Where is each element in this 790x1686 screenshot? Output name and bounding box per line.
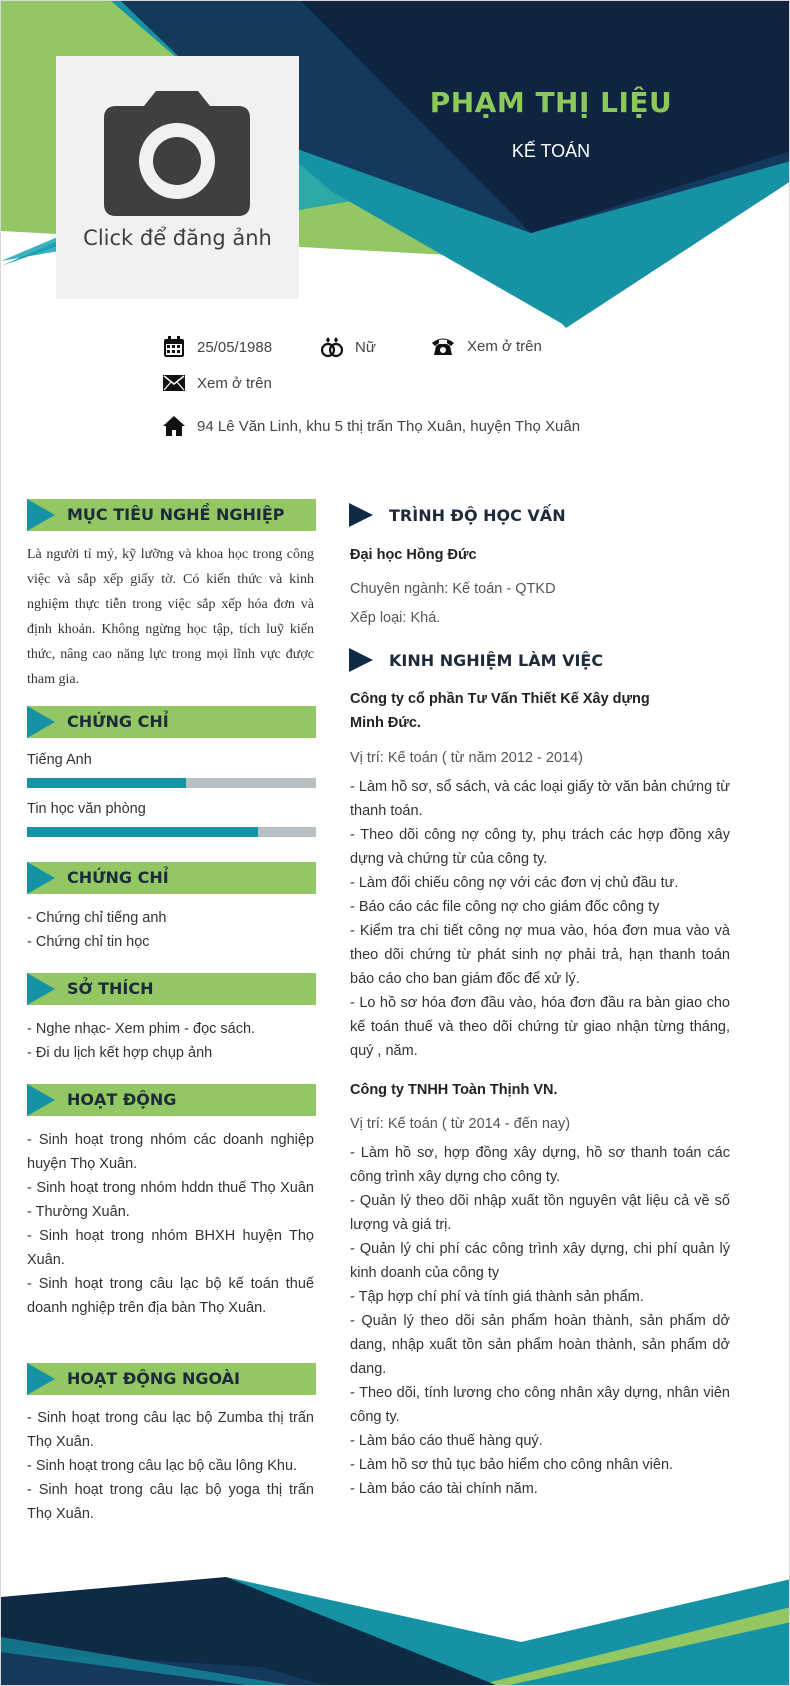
triangle-icon [27,706,55,738]
skill-bar-fill [27,778,186,788]
company-name [350,687,730,735]
contact-address [163,415,580,437]
home-icon [163,415,185,437]
contact-email [163,374,272,392]
footer-background [1,1557,790,1686]
triangle-icon [27,862,55,894]
education-grade: Xếp loại: Khá. [350,610,441,626]
rings-icon [321,336,343,358]
job-duties [350,1141,730,1501]
list-item: - Sinh hoạt trong nhóm hddn thuế Thọ Xuân - Thường Xuân. [27,1180,314,1220]
list-item: - Sinh hoạt trong câu lạc bộ yoga thị trấn Thọ Xuân. [27,1482,314,1522]
section-header-extra-activities [27,1363,316,1395]
list-item: - Đi du lịch kết hợp chụp ảnh [27,1045,213,1061]
email-value: Xem ở trên [197,374,272,392]
list-item: - Kiểm tra chi tiết công nợ mua vào, hóa đơn mua vào và theo dõi chứng từ phát sinh nợ phải trả, hạn thanh toán báo cáo cho ban giám đốc để xử lý. [350,923,730,987]
section-header-certificates [27,862,316,894]
address-value: 94 Lê Văn Linh, khu 5 thị trấn Thọ Xuân, huyện Thọ Xuân [197,417,581,435]
candidate-name: PHẠM THỊ LIỆU [429,86,673,119]
list-item: - Sinh hoạt trong câu lạc bộ cầu lông Khu. [27,1458,298,1474]
camera-icon [104,91,250,216]
list-item: - Nghe nhạc- Xem phim - đọc sách. [27,1021,256,1037]
activities-list [27,1128,314,1320]
company-name: Công ty TNHH Toàn Thịnh VN. [350,1082,558,1098]
list-item: - Báo cáo các file công nợ cho giám đốc công ty [350,899,660,915]
job-position: Vị trí: Kế toán ( từ năm 2012 - 2014) [350,750,583,766]
certificates-list [27,906,314,954]
envelope-icon [163,374,185,392]
triangle-icon [27,499,55,531]
skill-bar [27,827,316,837]
company-name-line: Công ty cổ phần Tư Vấn Thiết Kế Xây dựng [350,691,650,707]
list-item: - Làm hồ sơ, hợp đồng xây dựng, hồ sơ thanh toán các công trình xây dựng cho công ty. [350,1145,730,1185]
section-title: SỞ THÍCH [67,979,154,998]
section-header-skills [27,706,316,738]
hobbies-list [27,1017,314,1065]
list-item: - Theo dõi, tính lương cho công nhân xây dựng, nhân viên công ty. [350,1385,730,1425]
triangle-icon [349,500,375,530]
photo-upload-label: Click để đăng ảnh [83,226,272,250]
triangle-icon [27,973,55,1005]
list-item: - Làm báo cáo thuế hàng quý. [350,1433,543,1449]
list-item: - Sinh hoạt trong câu lạc bộ kế toán thuế doanh nghiệp trên địa bàn Thọ Xuân. [27,1276,314,1316]
section-header-experience [349,645,729,677]
job-title: KẾ TOÁN [511,141,591,161]
section-header-hobbies [27,973,316,1005]
list-item: - Quản lý theo dõi nhập xuất tồn nguyên vật liệu cả về số lượng và giá trị. [350,1193,730,1233]
skill-label: Tin học văn phòng [27,801,146,817]
section-title: HOẠT ĐỘNG [67,1090,177,1109]
list-item: - Sinh hoạt trong nhóm các doanh nghiệp huyện Thọ Xuân. [27,1132,314,1172]
list-item: - Làm đối chiếu công nợ với các đơn vị chủ đầu tư. [350,875,679,891]
list-item: - Lo hồ sơ hóa đơn đầu vào, hóa đơn đầu ra bàn giao cho kế toán thuế và theo dõi chứng từ giao nhận từng tháng, quý , năm. [350,995,730,1059]
skill-label: Tiếng Anh [27,752,92,768]
triangle-icon [349,645,375,675]
triangle-icon [27,1084,55,1116]
section-header-objective [27,499,316,531]
photo-upload[interactable] [56,56,299,299]
section-title: KINH NGHIỆM LÀM VIỆC [389,651,604,670]
triangle-icon [27,1363,55,1395]
section-title: CHỨNG CHỈ [67,868,169,887]
section-title: HOẠT ĐỘNG NGOÀI [67,1369,240,1388]
skill-bar-fill [27,827,258,837]
section-title: CHỨNG CHỈ [67,712,169,731]
section-title: MỤC TIÊU NGHỀ NGHIỆP [67,505,285,524]
list-item: - Theo dõi công nợ công ty, phụ trách các hợp đồng xây dựng và chứng từ của công ty. [350,827,730,867]
list-item: - Quản lý chi phí các công trình xây dựng, chi phí quản lý kinh doanh của công ty [350,1241,730,1281]
job-duties [350,775,730,1063]
calendar-icon [163,336,185,358]
list-item: - Chứng chỉ tiếng anh [27,910,167,926]
list-item: - Làm hồ sơ, sổ sách, và các loại giấy tờ văn bản chứng từ thanh toán. [350,779,730,819]
contact-gender [321,336,376,358]
list-item: - Làm hồ sơ thủ tục bảo hiểm cho công nhân viên. [350,1457,674,1473]
section-title: TRÌNH ĐỘ HỌC VẤN [389,506,566,525]
skill-bar [27,778,316,788]
phone-value: Xem ở trên [467,337,542,355]
list-item: - Sinh hoạt trong nhóm BHXH huyện Thọ Xuân. [27,1228,314,1268]
company-name-line: Minh Đức. [350,715,421,731]
phone-icon [431,336,455,356]
list-item: - Quản lý theo dõi sản phẩm hoàn thành, sản phẩm dở dang, nhập xuất tồn sản phẩm hoàn thành, sản phẩm dở dang. [350,1313,730,1377]
contact-phone [431,336,542,356]
contact-birthday [163,336,272,358]
objective-text: Là người tỉ mỷ, kỹ lưỡng và khoa học trong công việc và sắp xếp giấy tờ. Có kiến thức và kinh nghiệm thực tiễn trong việc sắp xếp hóa đơn và định khoản. Không ngừng học tập, tích luỹ kiến thức, nâng cao năng lực trong mọi lĩnh vực được tham gia. [27,547,314,687]
section-header-activities [27,1084,316,1116]
education-major: Chuyên ngành: Kế toán - QTKD [350,581,556,597]
job-position: Vị trí: Kế toán ( từ 2014 - đến nay) [350,1116,571,1132]
section-header-education [349,500,729,532]
gender-value: Nữ [355,338,376,356]
list-item: - Sinh hoạt trong câu lạc bộ Zumba thị trấn Thọ Xuân. [27,1410,314,1450]
birthday-value: 25/05/1988 [197,338,273,356]
list-item: - Chứng chỉ tin học [27,934,150,950]
list-item: - Làm báo cáo tài chính năm. [350,1481,538,1497]
list-item: - Tập hợp chí phí và tính giá thành sản phẩm. [350,1289,644,1305]
school-name: Đại học Hồng Đức [350,547,477,563]
extra-activities-list [27,1406,314,1526]
